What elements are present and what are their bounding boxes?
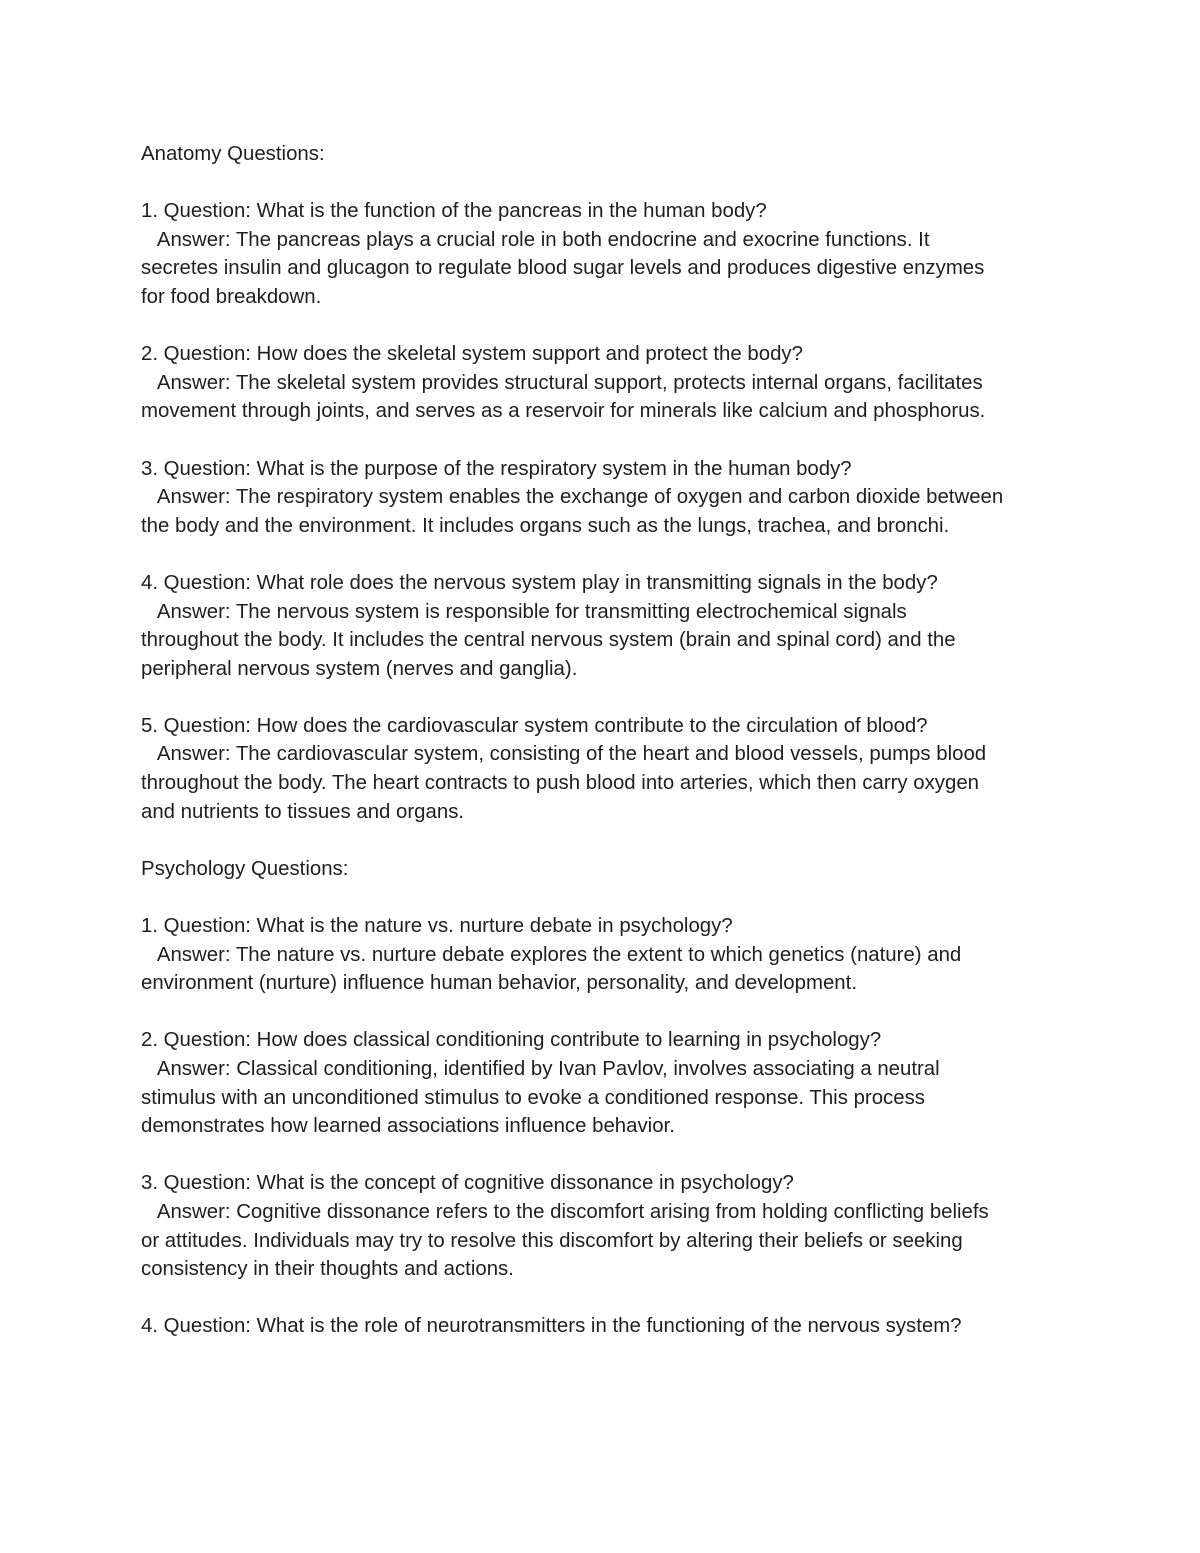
spacer	[141, 426, 1071, 455]
answer-line: Answer: The respiratory system enables the exchange of oxygen and carbon dioxide between	[141, 486, 1004, 509]
answer-line: movement through joints, and serves as a reservoir for minerals like calcium and phosphorus.	[141, 400, 986, 423]
section-heading: Anatomy Questions:	[141, 143, 325, 165]
answer-line: throughout the body. It includes the central nervous system (brain and spinal cord) and the	[141, 629, 956, 652]
answer-line: the body and the environment. It includes organs such as the lungs, trachea, and bronchi.	[141, 514, 950, 537]
section-psychology	[141, 855, 1071, 1341]
answer-line: and nutrients to tissues and organs.	[141, 800, 465, 823]
question-line: 3. Question: What is the concept of cognitive dissonance in psychology?	[141, 1172, 794, 1195]
question-line: 3. Question: What is the purpose of the respiratory system in the human body?	[141, 457, 852, 480]
spacer	[141, 826, 1071, 855]
answer-line: Answer: The nervous system is responsible for transmitting electrochemical signals	[141, 600, 907, 623]
spacer	[141, 1141, 1071, 1170]
answer-line: or attitudes. Individuals may try to resolve this discomfort by altering their beliefs or seeking	[141, 1229, 963, 1252]
answer-line: demonstrates how learned associations influence behavior.	[141, 1115, 675, 1138]
answer-line: environment (nurture) influence human behavior, personality, and development.	[141, 972, 857, 995]
answer-line: Answer: The nature vs. nurture debate explores the extent to which genetics (nature) and	[141, 943, 962, 966]
question-line: 2. Question: How does classical conditioning contribute to learning in psychology?	[141, 1029, 882, 1052]
qa-item	[141, 1169, 1071, 1283]
answer-line: Answer: Cognitive dissonance refers to the discomfort arising from holding conflicting beliefs	[141, 1200, 989, 1223]
question-line: 1. Question: What is the nature vs. nurture debate in psychology?	[141, 915, 733, 938]
qa-item	[141, 340, 1071, 426]
spacer	[141, 540, 1071, 569]
qa-item	[141, 1026, 1071, 1140]
answer-line: Answer: Classical conditioning, identified by Ivan Pavlov, involves associating a neutral	[141, 1058, 940, 1080]
answer-line: secretes insulin and glucagon to regulate blood sugar levels and produces digestive enzymes	[141, 257, 985, 280]
question-line: 4. Question: What is the role of neurotransmitters in the functioning of the nervous system?	[141, 1315, 962, 1338]
question-line: 4. Question: What role does the nervous system play in transmitting signals in the body?	[141, 571, 938, 594]
question-line: 5. Question: How does the cardiovascular system contribute to the circulation of blood?	[141, 714, 928, 737]
answer-line: consistency in their thoughts and actions.	[141, 1258, 514, 1281]
section-anatomy	[141, 140, 1071, 855]
answer-line: stimulus with an unconditioned stimulus to evoke a conditioned response. This process	[141, 1086, 925, 1109]
qa-item	[141, 455, 1071, 541]
answer-line: throughout the body. The heart contracts to push blood into arteries, which then carry oxygen	[141, 772, 980, 795]
document-body	[141, 140, 1071, 1341]
qa-item	[141, 569, 1071, 683]
question-line: 2. Question: How does the skeletal system support and protect the body?	[141, 343, 803, 366]
spacer	[141, 683, 1071, 712]
answer-line: Answer: The skeletal system provides structural support, protects internal organs, facilitates	[141, 371, 983, 394]
qa-item	[141, 197, 1071, 311]
answer-line: Answer: The pancreas plays a crucial role in both endocrine and exocrine functions. It	[141, 228, 930, 251]
qa-item	[141, 1312, 1071, 1341]
spacer	[141, 998, 1071, 1027]
question-line: 1. Question: What is the function of the pancreas in the human body?	[141, 200, 767, 223]
answer-line: for food breakdown.	[141, 285, 322, 308]
answer-line: peripheral nervous system (nerves and ganglia).	[141, 657, 578, 680]
qa-item	[141, 912, 1071, 998]
answer-line: Answer: The cardiovascular system, consisting of the heart and blood vessels, pumps blood	[141, 743, 987, 766]
spacer	[141, 312, 1071, 341]
section-heading: Psychology Questions:	[141, 857, 349, 880]
qa-item	[141, 712, 1071, 826]
spacer	[141, 1284, 1071, 1313]
spacer	[141, 883, 1071, 912]
spacer	[141, 169, 1071, 198]
